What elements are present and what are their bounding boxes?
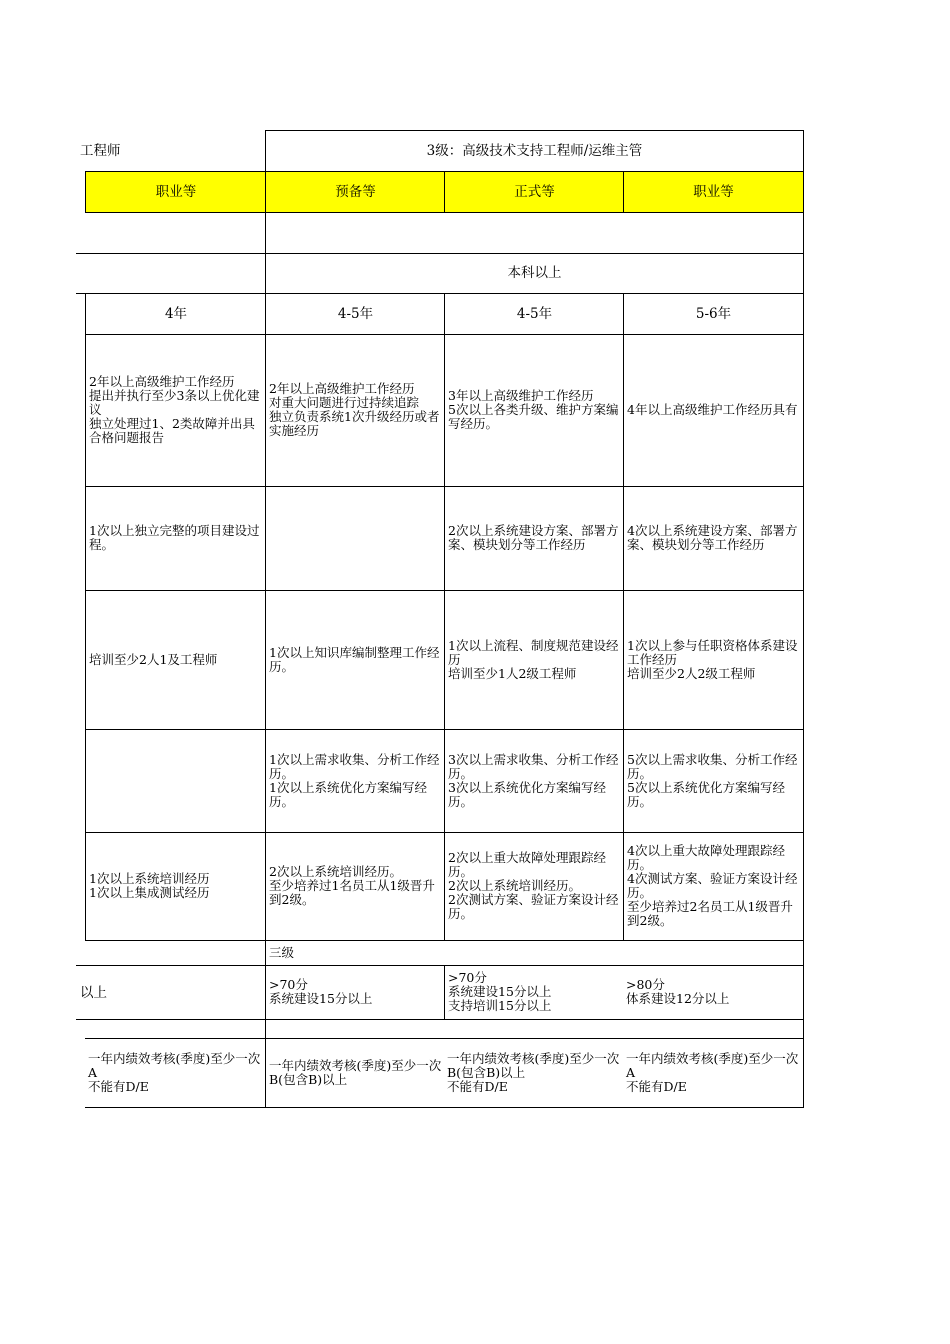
requirements-col1 bbox=[85, 729, 266, 833]
years-col1: 4年 bbox=[85, 294, 266, 335]
knowledge-col3: 1次以上流程、制度规范建设经历 培训至少1人2级工程师 bbox=[444, 590, 624, 730]
requirements-col4: 5次以上需求收集、分析工作经历。 5次以上系统优化方案编写经历。 bbox=[623, 729, 804, 833]
score-col2: >70分 系统建设15分以上 bbox=[265, 965, 445, 1020]
maintenance-col3: 3年以上高级维护工作经历 5次以上各类升级、维护方案编写经历。 bbox=[444, 334, 624, 487]
header-right-title: 3级：高级技术支持工程师/运维主管 bbox=[265, 130, 804, 171]
training-col4: 4次以上重大故障处理跟踪经历。 4次测试方案、验证方案设计经历。 至少培养过2名员工从1级晋升到2级。 bbox=[623, 832, 804, 941]
requirements-col3: 3次以上需求收集、分析工作经历。 3次以上系统优化方案编写经历。 bbox=[444, 729, 624, 833]
maintenance-col2: 2年以上高级维护工作经历 对重大问题进行过持续追踪 独立负责系统1次升级经历或者实施经历 bbox=[265, 334, 445, 487]
empty-row-left bbox=[76, 212, 266, 254]
performance-col1: 一年内绩效考核(季度)至少一次A 不能有D/E bbox=[85, 1038, 266, 1108]
grade-col1: 职业等 bbox=[85, 171, 266, 213]
requirements-col2: 1次以上需求收集、分析工作经历。 1次以上系统优化方案编写经历。 bbox=[265, 729, 445, 833]
education-value: 本科以上 bbox=[265, 253, 804, 294]
score-col1: 以上 bbox=[80, 984, 107, 1001]
performance-col4: 一年内绩效考核(季度)至少一次A 不能有D/E bbox=[623, 1038, 804, 1108]
knowledge-col2: 1次以上知识库编制整理工作经历。 bbox=[265, 590, 445, 730]
training-col2: 2次以上系统培训经历。 至少培养过1名员工从1级晋升到2级。 bbox=[265, 832, 445, 941]
spacer-left bbox=[76, 1019, 266, 1038]
project-col3: 2次以上系统建设方案、部署方案、模块划分等工作经历 bbox=[444, 486, 624, 591]
project-col4: 4次以上系统建设方案、部署方案、模块划分等工作经历 bbox=[623, 486, 804, 591]
spacer-right bbox=[265, 1019, 804, 1038]
performance-col2: 一年内绩效考核(季度)至少一次B(包含B)以上 bbox=[265, 1038, 445, 1108]
years-col4: 5-6年 bbox=[623, 294, 804, 335]
header-left-title: 工程师 bbox=[80, 143, 121, 159]
knowledge-col4: 1次以上参与任职资格体系建设工作经历 培训至少2人2级工程师 bbox=[623, 590, 804, 730]
level-value: 三级 bbox=[265, 940, 804, 966]
education-left bbox=[76, 253, 266, 294]
empty-row-right bbox=[265, 212, 804, 254]
training-col1: 1次以上系统培训经历 1次以上集成测试经历 bbox=[85, 832, 266, 941]
years-col2: 4-5年 bbox=[265, 294, 445, 335]
score-col3: >70分 系统建设15分以上 支持培训15分以上 bbox=[444, 965, 624, 1020]
grade-col2: 预备等 bbox=[265, 171, 445, 213]
grade-col4: 职业等 bbox=[623, 171, 804, 213]
years-col3: 4-5年 bbox=[444, 294, 624, 335]
grade-col3: 正式等 bbox=[444, 171, 624, 213]
project-col1: 1次以上独立完整的项目建设过程。 bbox=[85, 486, 266, 591]
maintenance-col1: 2年以上高级维护工作经历 提出并执行至少3条以上优化建议 独立处理过1、2类故障并出具合格问题报告 bbox=[85, 334, 266, 487]
maintenance-col4: 4年以上高级维护工作经历具有 bbox=[623, 334, 804, 487]
score-col4: >80分 体系建设12分以上 bbox=[623, 965, 804, 1020]
level-left bbox=[76, 940, 266, 966]
project-col2 bbox=[265, 486, 445, 591]
knowledge-col1: 培训至少2人1及工程师 bbox=[85, 590, 266, 730]
performance-col3: 一年内绩效考核(季度)至少一次B(包含B)以上 不能有D/E bbox=[444, 1038, 624, 1108]
training-col3: 2次以上重大故障处理跟踪经历。 2次以上系统培训经历。 2次测试方案、验证方案设计经历。 bbox=[444, 832, 624, 941]
